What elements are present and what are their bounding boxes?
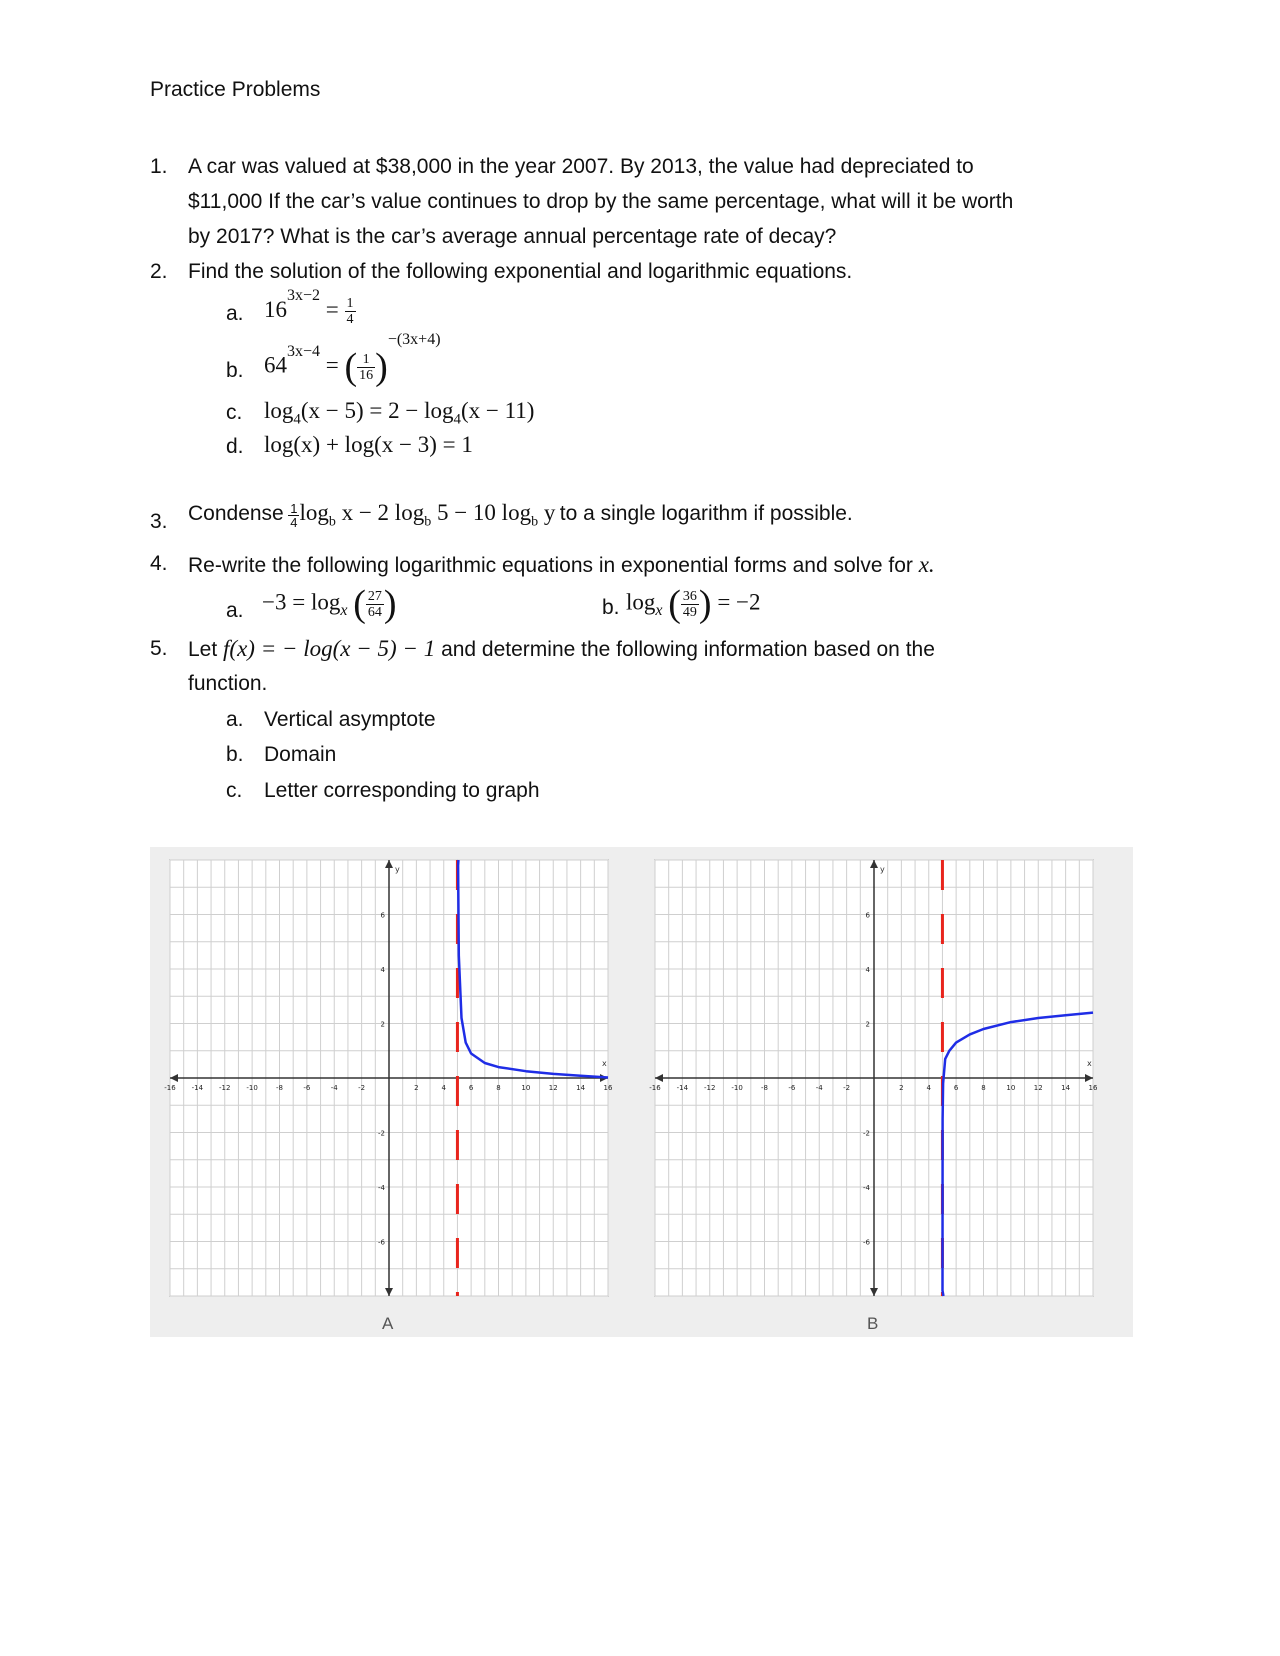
problem-2c-equation: $\log_4(x - 5) = 2 - \log_4(x - 11)$ — [264, 398, 535, 428]
problem-4-text: Re-write the following logarithmic equations in exponential forms and solve for x. — [188, 552, 935, 577]
problem-1-line-3: by 2017? What is the car’s average annual percentage rate of decay? — [188, 225, 837, 248]
x-tick-label: 14 — [1061, 1084, 1071, 1092]
x-tick-label: -14 — [191, 1084, 204, 1092]
problem-5c-text: Letter corresponding to graph — [264, 779, 540, 802]
y-axis-label: y — [880, 865, 885, 874]
problem-3-text: Condense $\frac{1}{4}$ $\log_b x - 2$ $\log_b 5 - 10$ $\log_b y$ to a single logarithm if possible. — [188, 500, 853, 531]
x-tick-label: 14 — [576, 1084, 586, 1092]
x-tick-label: 2 — [899, 1084, 904, 1092]
y-tick-label: 6 — [865, 911, 870, 920]
x-tick-label: 10 — [521, 1084, 531, 1092]
x-tick-label: 8 — [981, 1084, 986, 1092]
y-tick-label: 2 — [380, 1020, 385, 1029]
y-tick-label: -4 — [378, 1184, 385, 1192]
problem-2b-label: b. — [226, 359, 244, 382]
y-tick-label: 2 — [865, 1020, 870, 1029]
problem-2d-label: d. — [226, 435, 244, 458]
x-axis-label: x — [602, 1059, 607, 1068]
x-tick-label: -14 — [676, 1084, 689, 1092]
problem-1-line-1: A car was valued at $38,000 in the year 2007. By 2013, the value had depreciated to — [188, 155, 974, 178]
x-tick-label: 16 — [1088, 1084, 1098, 1092]
problem-5-text: Let f(x) = − log(x − 5) − 1 and determine the following information based on the — [188, 636, 935, 661]
problem-3-number: 3. — [150, 510, 168, 533]
x-tick-label: -6 — [788, 1084, 796, 1092]
problem-4a-equation: $-3 = \log_x$ ( $\frac{27}{64}$ ) — [262, 583, 397, 625]
x-tick-label: 10 — [1006, 1084, 1016, 1092]
problem-4a-label: a. — [226, 599, 244, 622]
problem-2c-label: c. — [226, 401, 243, 424]
x-tick-label: 12 — [548, 1084, 558, 1092]
problem-4b-equation: $\log_x$ ( $\frac{36}{49}$ ) = −2 — [626, 583, 761, 625]
problem-2a-label: a. — [226, 302, 244, 325]
page-title: Practice Problems — [150, 78, 321, 101]
problem-5b-label: b. — [226, 743, 244, 766]
y-tick-label: -2 — [378, 1129, 385, 1138]
graph-a — [164, 860, 613, 1296]
problem-2d-equation: log(x) + log(x − 3) = 1 — [264, 432, 473, 457]
problem-2-number: 2. — [150, 260, 168, 283]
problem-5a-label: a. — [226, 708, 244, 731]
x-tick-label: 12 — [1033, 1084, 1043, 1092]
problem-1-number: 1. — [150, 155, 168, 178]
x-tick-label: -12 — [219, 1084, 231, 1092]
x-tick-label: 8 — [496, 1084, 501, 1092]
x-axis-label: x — [1087, 1059, 1092, 1068]
x-tick-label: 6 — [468, 1084, 474, 1092]
y-tick-label: -6 — [863, 1238, 870, 1247]
problem-5a-text: Vertical asymptote — [264, 708, 436, 731]
x-tick-label: -2 — [358, 1084, 366, 1092]
problem-5-number: 5. — [150, 637, 168, 660]
y-tick-label: -4 — [863, 1184, 870, 1192]
problem-2b-equation: $64^{3x-4}$ = ( $\frac{1}{16}$ )$^{-(3x+4)}$ — [264, 330, 441, 388]
graph-b-caption: B — [867, 1314, 879, 1333]
problem-1-line-2: $11,000 If the car’s value continues to drop by the same percentage, what will it be worth — [188, 190, 1014, 213]
problem-2-text: Find the solution of the following exponential and logarithmic equations. — [188, 260, 853, 283]
y-tick-label: 4 — [865, 966, 870, 974]
x-tick-label: -8 — [761, 1084, 768, 1092]
x-tick-label: -10 — [731, 1084, 743, 1092]
problem-5c-label: c. — [226, 779, 243, 802]
x-tick-label: -16 — [164, 1084, 176, 1092]
problem-2a-equation: $16^{3x-2}$ = $\frac{1}{4}$ — [264, 287, 354, 327]
x-tick-label: 4 — [926, 1084, 931, 1092]
x-tick-label: 16 — [603, 1084, 613, 1092]
x-tick-label: -12 — [704, 1084, 716, 1092]
x-tick-label: -10 — [246, 1084, 258, 1092]
x-tick-label: -16 — [649, 1084, 661, 1092]
graph-b — [649, 860, 1098, 1296]
y-tick-label: -2 — [863, 1129, 870, 1138]
problem-5-line-2: function. — [188, 672, 268, 695]
graph-a-caption: A — [382, 1314, 394, 1333]
x-tick-label: -8 — [276, 1084, 283, 1092]
x-tick-label: -6 — [303, 1084, 311, 1092]
x-tick-label: -2 — [843, 1084, 851, 1092]
x-tick-label: -4 — [815, 1084, 823, 1092]
y-tick-label: 4 — [380, 966, 385, 974]
x-tick-label: 6 — [953, 1084, 959, 1092]
problem-5b-text: Domain — [264, 743, 337, 766]
x-tick-label: 4 — [441, 1084, 446, 1092]
problem-4-number: 4. — [150, 552, 168, 575]
y-tick-label: -6 — [378, 1238, 385, 1247]
x-tick-label: 2 — [414, 1084, 419, 1092]
y-axis-label: y — [395, 865, 400, 874]
x-tick-label: -4 — [330, 1084, 338, 1092]
problem-4b-label: b. — [602, 596, 620, 619]
y-tick-label: 6 — [380, 911, 385, 920]
